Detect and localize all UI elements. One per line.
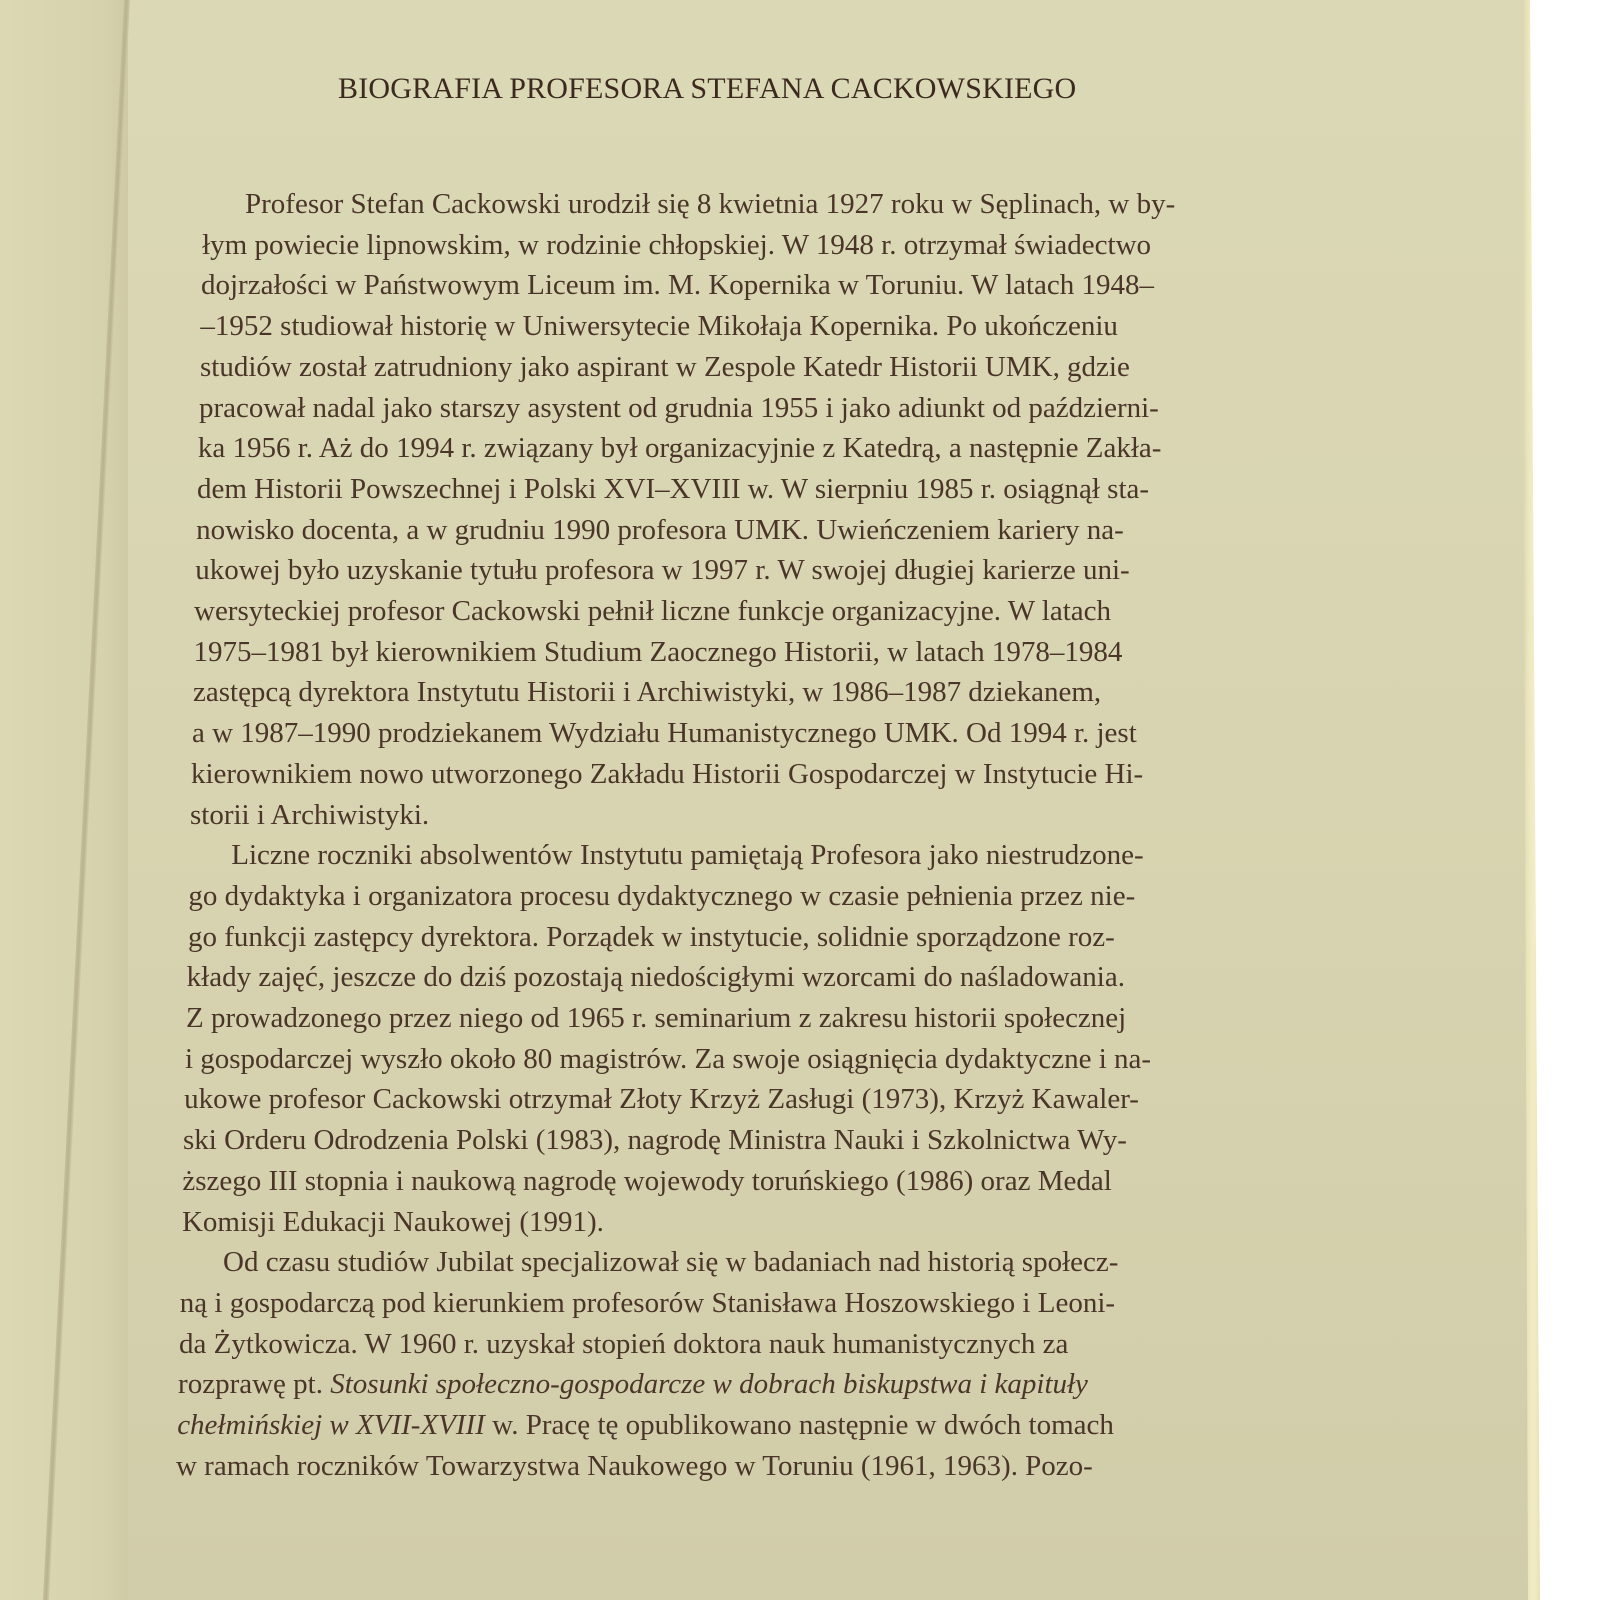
italic-title-text: Stosunki społeczno-gospodarcze w dobrach biskupstwa i kapituły xyxy=(330,1368,1088,1401)
line-text: storii i Archiwistyki. xyxy=(190,798,430,831)
text-line xyxy=(182,1204,1314,1240)
line-text: –1952 studiował historię w Uniwersytecie Mikołaja Kopernika. Po ukończeniu xyxy=(200,310,1118,343)
text-line xyxy=(198,430,1303,466)
text-line xyxy=(193,674,1307,710)
line-text: łym powiecie lipnowskim, w rodzinie chłopskiej. W 1948 r. otrzymał świadectwo xyxy=(202,228,1152,261)
text-line xyxy=(200,349,1303,385)
line-text: zastępcą dyrektora Instytutu Historii i Archiwistyki, w 1986–1987 dziekanem, xyxy=(192,676,1101,709)
text-line xyxy=(195,552,1304,588)
line-text: Komisji Edukacji Naukowej (1991). xyxy=(181,1205,604,1238)
line-text: w ramach roczników Towarzystwa Naukowego w Toruniu (1961, 1963). Pozo- xyxy=(176,1449,1094,1482)
line-text: dem Historii Powszechnej i Polski XVI–XVIII w. W sierpniu 1985 r. osiągnął sta- xyxy=(196,472,1150,505)
line-text: w. Pracę tę opublikowano następnie w dwóch tomach xyxy=(484,1409,1114,1441)
line-text: ższego III stopnia i naukową nagrodę wojewody toruńskiego (1986) oraz Medal xyxy=(182,1164,1112,1197)
text-line xyxy=(188,919,1310,955)
text-line xyxy=(245,186,1300,222)
page-title: BIOGRAFIA PROFESORA STEFANA CACKOWSKIEGO xyxy=(338,72,1077,105)
line-text: Z prowadzonego przez niego od 1965 r. seminarium z zakresu historii społecznej xyxy=(185,1002,1127,1034)
text-line xyxy=(191,756,1307,792)
line-text: wersyteckiej profesor Cackowski pełnił liczne funkcje organizacyjne. W latach xyxy=(194,595,1112,627)
text-line xyxy=(200,308,1301,344)
text-line xyxy=(196,512,1304,548)
text-line xyxy=(183,1122,1312,1158)
text-line xyxy=(184,1081,1311,1117)
text-line xyxy=(223,1244,1314,1280)
line-text: dojrzałości w Państwowym Liceum im. M. Kopernika w Toruniu. W latach 1948– xyxy=(201,269,1155,302)
line-text: kierownikiem nowo utworzonego Zakładu Historii Gospodarczej w Instytucie Hi- xyxy=(190,757,1144,790)
text-line xyxy=(190,797,1308,833)
text-line xyxy=(179,1326,1315,1362)
line-text: nowisko docenta, a w grudniu 1990 profesora UMK. Uwieńczeniem kariery na- xyxy=(196,513,1124,546)
text-line xyxy=(176,1448,1316,1484)
text-line xyxy=(178,1366,1315,1402)
text-line xyxy=(199,390,1303,426)
text-line xyxy=(192,715,1307,751)
line-text: a w 1987–1990 prodziekanem Wydziału Humanistycznego UMK. Od 1994 r. jest xyxy=(191,717,1137,750)
line-text: studiów został zatrudniony jako aspirant w Zespole Katedr Historii UMK, gdzie xyxy=(199,350,1130,383)
text-line xyxy=(197,471,1304,507)
line-text: da Żytkowicza. W 1960 r. uzyskał stopień doktora nauk humanistycznych za xyxy=(178,1327,1069,1360)
text-line xyxy=(201,267,1301,303)
line-text: go dydaktyka i organizatora procesu dydaktycznego w czasie pełnienia przez nie- xyxy=(188,879,1136,912)
text-line xyxy=(187,959,1310,995)
text-line xyxy=(194,593,1305,629)
line-text: ski Orderu Odrodzenia Polski (1983), nagrodę Ministra Nauki i Szkolnictwa Wy- xyxy=(183,1124,1128,1157)
line-text: rozprawę pt. xyxy=(178,1368,331,1401)
text-line xyxy=(182,1163,1312,1199)
text-line xyxy=(202,227,1300,263)
text-line xyxy=(188,878,1308,914)
line-text: Liczne roczniki absolwentów Instytutu pamiętają Profesora jako niestrudzone- xyxy=(231,839,1144,872)
text-line xyxy=(186,1000,1311,1036)
text-line xyxy=(180,1285,1314,1321)
line-text: 1975–1981 był kierownikiem Studium Zaocznego Historii, w latach 1978–1984 xyxy=(193,635,1123,668)
text-line xyxy=(194,634,1306,670)
italic-title-text: chełmińskiej w XVII-XVIII xyxy=(177,1409,485,1441)
line-text: ną i gospodarczą pod kierunkiem profesorów Stanisława Hoszowskiego i Leoni- xyxy=(179,1286,1116,1319)
line-text: ukowej było uzyskanie tytułu profesora w 1997 r. W swojej długiej karierze uni- xyxy=(195,554,1130,587)
text-line xyxy=(185,1041,1311,1077)
line-text: Od czasu studiów Jubilat specjalizował się w badaniach nad historią społecz- xyxy=(222,1246,1119,1279)
line-text: ukowe profesor Cackowski otrzymał Złoty Krzyż Zasługi (1973), Krzyż Kawaler- xyxy=(184,1083,1139,1116)
line-text: go funkcji zastępcy dyrektora. Porządek w instytucie, solidnie sporządzone roz- xyxy=(187,920,1115,953)
line-text: Profesor Stefan Cackowski urodził się 8 kwietnia 1927 roku w Sęplinach, w by- xyxy=(245,188,1176,220)
line-text: i gospodarczej wyszło około 80 magistrów. Za swoje osiągnięcia dydaktyczne i na- xyxy=(184,1042,1152,1075)
line-text: kłady zajęć, jeszcze do dziś pozostają niedościgłymi wzorcami do naśladowania. xyxy=(186,961,1125,994)
line-text: ka 1956 r. Aż do 1994 r. związany był organizacyjnie z Katedrą, a następnie Zakła- xyxy=(197,432,1162,465)
line-text: pracował nadal jako starszy asystent od grudnia 1955 i jako adiunkt od październi- xyxy=(198,391,1159,424)
text-line xyxy=(177,1407,1315,1443)
text-line xyxy=(231,837,1308,873)
